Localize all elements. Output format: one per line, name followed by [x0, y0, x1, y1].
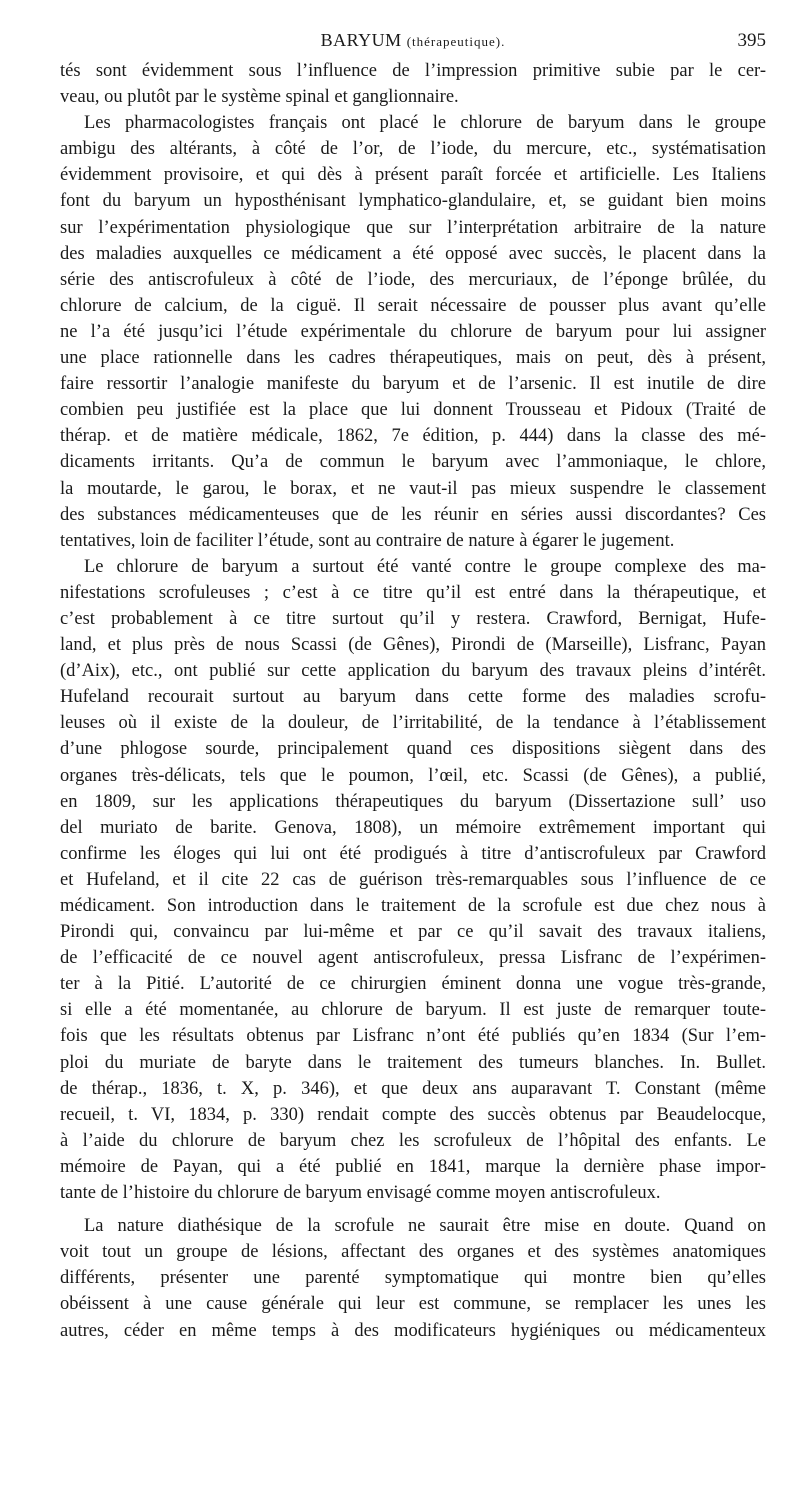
text-line: La nature diathésique de la scrofule ne saurait être mise en doute. Quand on	[84, 1216, 766, 1237]
text-line: del muriato de barite. Genova, 1808), un mémoire extrêmement important qui	[60, 817, 766, 838]
text-line: ter à la Pitié. L’autorité de ce chirurgien éminent donna une vogue très-grande,	[60, 974, 766, 995]
running-title-main: BARYUM	[320, 30, 402, 50]
text-line: des substances médicamenteuses que de les réunir en séries aussi discordantes? Ces	[60, 504, 766, 525]
text-line: nifestations scrofuleuses ; c’est à ce titre qu’il est entré dans la thérapeutique, et	[60, 582, 766, 603]
text-line: à l’aide du chlorure de baryum chez les scrofuleux de l’hôpital des enfants. Le	[60, 1130, 766, 1151]
text-line: ambigu des altérants, à côté de l’or, de l’iode, du mercure, etc., systématisation	[60, 139, 766, 160]
text-line: font du baryum un hyposthénisant lymphatico-glandulaire, et, se guidant bien moins	[60, 191, 766, 212]
text-line: chlorure de calcium, de la ciguë. Il serait nécessaire de pousser plus avant qu’elle	[60, 295, 766, 316]
text-line: des maladies auxquelles ce médicament a été opposé avec succès, le placent dans la	[60, 243, 766, 264]
text-line: une place rationnelle dans les cadres thérapeutiques, mais on peut, dès à présent,	[60, 348, 766, 369]
text-line: Pirondi qui, convaincu par lui-même et par ce qu’il savait des travaux italiens,	[60, 922, 766, 943]
text-line: série des antiscrofuleux à côté de l’iode, des mercuriaux, de l’éponge brûlée, du	[60, 269, 766, 290]
running-title-sub: (thérapeutique).	[406, 34, 506, 49]
text-line: Le chlorure de baryum a surtout été vanté contre le groupe complexe des ma-	[84, 556, 766, 577]
text-line: recueil, t. VI, 1834, p. 330) rendait compte des succès obtenus par Beaudelocque,	[60, 1104, 766, 1125]
text-line: obéissent à une cause générale qui leur est commune, se remplacer les unes les	[60, 1294, 766, 1315]
text-line: sur l’expérimentation physiologique que sur l’interprétation arbitraire de la nature	[60, 217, 766, 238]
text-line: la moutarde, le garou, le borax, et ne vaut-il pas mieux suspendre le classement	[60, 478, 766, 499]
text-line: évidemment provisoire, et qui dès à présent paraît forcée et artificielle. Les Italiens	[60, 165, 766, 186]
text-line: tentatives, loin de faciliter l’étude, sont au contraire de nature à égarer le jugement.	[60, 530, 675, 551]
page-number: 395	[737, 30, 766, 51]
text-line: de thérap., 1836, t. X, p. 346), et que deux ans auparavant T. Constant (même	[60, 1078, 766, 1099]
text-line: leuses où il existe de la douleur, de l’irritabilité, de la tendance à l’établissement	[60, 713, 766, 734]
text-line: d’une phlogose sourde, principalement quand ces dispositions siègent dans des	[60, 739, 766, 760]
text-line: différents, présenter une parenté symptomatique qui montre bien qu’elles	[60, 1268, 766, 1289]
text-line: ploi du muriate de baryte dans le traitement des tumeurs blanches. In. Bullet.	[60, 1052, 766, 1073]
text-line: de l’efficacité de ce nouvel agent antiscrofuleux, pressa Lisfranc de l’expérimen-	[60, 948, 766, 969]
text-line: veau, ou plutôt par le système spinal et ganglionnaire.	[60, 87, 459, 108]
text-line: et Hufeland, et il cite 22 cas de guérison très-remarquables sous l’influence de ce	[60, 869, 766, 890]
text-line: mémoire de Payan, qui a été publié en 1841, marque la dernière phase impor-	[60, 1156, 766, 1177]
body-text	[60, 58, 766, 1344]
text-line: combien peu justifiée est la place que lui donnent Trousseau et Pidoux (Traité de	[60, 400, 766, 421]
running-title	[60, 30, 766, 51]
text-line: ne l’a été jusqu’ici l’étude expérimentale du chlorure de baryum pour lui assigner	[60, 321, 766, 342]
text-line: Les pharmacologistes français ont placé le chlorure de baryum dans le groupe	[84, 113, 766, 134]
text-line: tés sont évidemment sous l’influence de l’impression primitive subie par le cer-	[60, 61, 766, 81]
paragraph	[60, 554, 766, 1206]
text-line: land, et plus près de nous Scassi (de Gênes), Pirondi de (Marseille), Lisfranc, Payan	[60, 635, 766, 656]
text-line: autres, céder en même temps à des modificateurs hygiéniques ou médicamenteux	[60, 1320, 766, 1341]
text-line: c’est probablement à ce titre surtout qu’il y restera. Crawford, Bernigat, Hufe-	[60, 608, 766, 629]
text-line: en 1809, sur les applications thérapeutiques du baryum (Dissertazione sull’ uso	[60, 791, 766, 812]
text-line: si elle a été momentanée, au chlorure de baryum. Il est juste de remarquer toute-	[60, 1000, 766, 1021]
paragraph	[60, 1213, 766, 1343]
text-line: médicament. Son introduction dans le traitement de la scrofule est due chez nous à	[60, 896, 766, 916]
running-header	[60, 28, 766, 58]
paragraph	[60, 58, 766, 110]
text-line: tante de l’histoire du chlorure de baryum envisagé comme moyen antiscrofuleux.	[60, 1183, 661, 1204]
text-line: Hufeland recourait surtout au baryum dans cette forme des maladies scrofu-	[60, 687, 766, 708]
text-line: voit tout un groupe de lésions, affectant des organes et des systèmes anatomiques	[60, 1242, 766, 1263]
text-line: faire ressortir l’analogie manifeste du baryum et de l’arsenic. Il est inutile de dire	[60, 374, 766, 395]
text-line: dicaments irritants. Qu’a de commun le baryum avec l’ammoniaque, le chlore,	[60, 452, 766, 473]
paragraph	[60, 110, 766, 554]
text-line: confirme les éloges qui lui ont été prodigués à titre d’antiscrofuleux par Crawford	[60, 843, 766, 864]
text-line: fois que les résultats obtenus par Lisfranc n’ont été publiés qu’en 1834 (Sur l’em-	[60, 1026, 766, 1047]
text-line: (d’Aix), etc., ont publié sur cette application du baryum des travaux pleins d’intérêt.	[60, 661, 766, 682]
text-line: organes très-délicats, tels que le poumon, l’œil, etc. Scassi (de Gênes), a publié,	[60, 765, 766, 786]
text-line: thérap. et de matière médicale, 1862, 7e édition, p. 444) dans la classe des mé-	[60, 426, 766, 447]
